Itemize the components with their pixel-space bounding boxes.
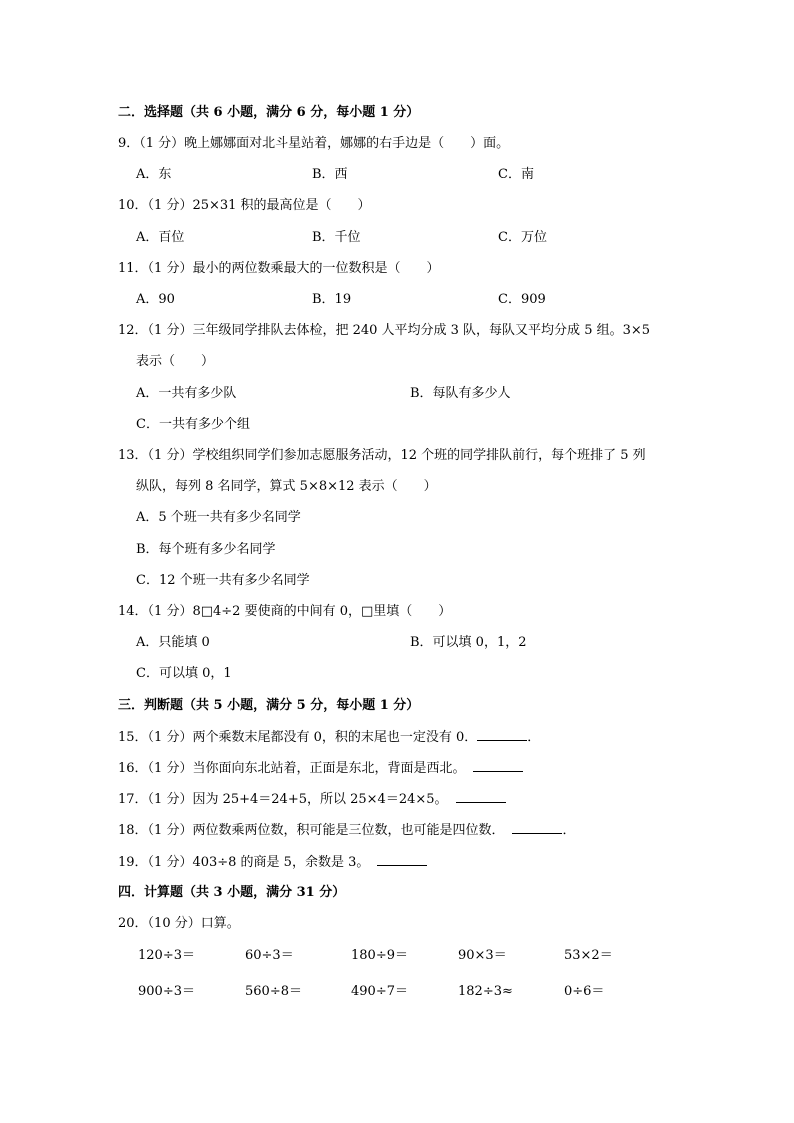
question-9-option-a: A．东 [136, 167, 172, 182]
question-11-option-a: A．90 [136, 292, 175, 307]
answer-blank[interactable] [377, 853, 427, 866]
question-15 [118, 728, 540, 747]
calc-item: 180÷9＝ [351, 948, 408, 963]
question-16 [118, 759, 523, 778]
answer-blank[interactable] [473, 759, 523, 772]
question-11-option-b: B．19 [312, 292, 352, 307]
answer-blank[interactable] [477, 728, 527, 741]
question-13-option-a: A．5 个班一共有多少名同学 [136, 510, 301, 525]
calc-item: 900÷3＝ [138, 984, 195, 999]
question-18 [118, 821, 575, 840]
calc-item: 120÷3＝ [138, 948, 195, 963]
calc-item: 53×2＝ [564, 948, 613, 963]
question-12-stem-continued: 表示（ ） [136, 354, 215, 369]
calc-item: 490÷7＝ [351, 984, 408, 999]
question-14-option-b: B．可以填 0，1，2 [410, 635, 527, 650]
answer-blank[interactable] [456, 790, 506, 803]
question-14-option-c: C．可以填 0，1 [136, 666, 232, 681]
question-13-option-c: C．12 个班一共有多少名同学 [136, 573, 310, 588]
question-10-option-a: A．百位 [136, 230, 185, 245]
section-heading-judge: 三．判断题（共 5 小题，满分 5 分，每小题 1 分） [118, 698, 420, 713]
calc-item: 0÷6＝ [564, 984, 605, 999]
question-20-stem: 20．（10 分）口算。 [118, 916, 240, 931]
question-18-end: ． [562, 823, 576, 838]
question-10-option-b: B．千位 [312, 230, 361, 245]
question-17-stem: 17．（1 分）因为 25+4＝24+5，所以 25×4＝24×5。 [118, 792, 448, 807]
calc-item: 560÷8＝ [245, 984, 302, 999]
question-11-option-c: C．909 [498, 292, 546, 307]
question-14-option-a: A．只能填 0 [136, 635, 210, 650]
question-12-option-a: A．一共有多少队 [136, 386, 237, 401]
question-12-stem: 12．（1 分）三年级同学排队去体检，把 240 人平均分成 3 队，每队又平均分成 5 组。3×5 [118, 323, 651, 338]
question-13-stem: 13．（1 分）学校组织同学们参加志愿服务活动，12 个班的同学排队前行，每个班排了 5 列 [118, 448, 646, 463]
section-heading-choice: 二．选择题（共 6 小题，满分 6 分，每小题 1 分） [118, 105, 420, 120]
calc-item: 60÷3＝ [245, 948, 294, 963]
question-10-option-c: C．万位 [498, 230, 547, 245]
question-12-option-b: B．每队有多少人 [410, 386, 511, 401]
calc-item: 182÷3≈ [458, 984, 513, 999]
question-11-stem: 11．（1 分）最小的两位数乘最大的一位数积是（ ） [118, 261, 440, 276]
question-15-stem: 15．（1 分）两个乘数末尾都没有 0，积的末尾也一定没有 0． [118, 730, 478, 745]
question-17 [118, 790, 506, 809]
section-heading-calc: 四．计算题（共 3 小题，满分 31 分） [118, 885, 346, 900]
question-13-stem-continued: 纵队，每列 8 名同学，算式 5×8×12 表示（ ） [136, 479, 437, 494]
question-9-stem: 9．（1 分）晚上娜娜面对北斗星站着，娜娜的右手边是（ ）面。 [118, 136, 510, 151]
question-12-option-c: C．一共有多少个组 [136, 417, 250, 432]
question-16-stem: 16．（1 分）当你面向东北站着，正面是东北，背面是西北。 [118, 761, 466, 776]
question-15-end: ． [527, 730, 541, 745]
question-19 [118, 853, 427, 872]
question-10-stem: 10．（1 分）25×31 积的最高位是（ ） [118, 198, 371, 213]
calc-item: 90×3＝ [458, 948, 507, 963]
answer-blank[interactable] [512, 821, 562, 834]
question-19-stem: 19．（1 分）403÷8 的商是 5，余数是 3。 [118, 855, 370, 870]
question-9-option-b: B．西 [312, 167, 348, 182]
question-18-stem: 18．（1 分）两位数乘两位数，积可能是三位数，也可能是四位数． [118, 823, 505, 838]
question-9-option-c: C．南 [498, 167, 534, 182]
question-13-option-b: B．每个班有多少名同学 [136, 542, 276, 557]
question-14-stem: 14．（1 分）8□4÷2 要使商的中间有 0，□里填（ ） [118, 604, 452, 619]
